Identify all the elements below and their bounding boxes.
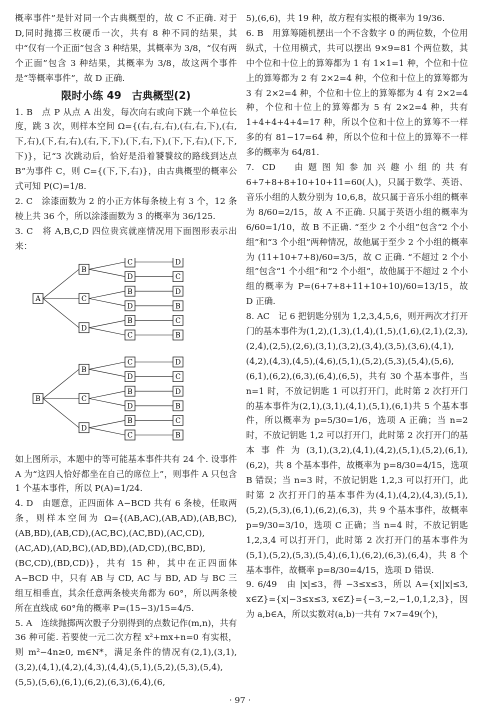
right-column (246, 12, 468, 623)
tree-branch (89, 420, 125, 427)
tree-level4-node-label: C (175, 316, 181, 325)
tree-level4-node (173, 430, 183, 440)
tree-branch (43, 269, 79, 298)
tree-level3-node (125, 400, 135, 410)
tree-level4-node-label: D (175, 358, 181, 367)
tree-level4-node (173, 330, 183, 340)
page-number: · 97 · (229, 696, 251, 706)
tree-branch (89, 327, 125, 334)
tree-level3-node (125, 286, 135, 296)
answer-4: 4. D 由题意，正四面体 A−BCD 共有 6 条棱，任取两条，则样本空间为 Ω={(AB,AC),(AB,AD),(AB,BC),(AB,BD),(AB,CD),(AC,BC),(AC,BD),(AC,CD),(AC,AD),(AD,BC),(AD,BD),(AD,CD),(BC,BD),(BC,CD),(BD,CD)}，共有 15 种，其中在正四面体 A−BCD 中，只有 AB 与 CD, AC 与 BD, AD 与 BC 三组互相垂直，其余任意两条棱夹角都为 60°，所以两条棱所在直线成 60°角的概率 P=(15−3)/15=4/5. (15, 499, 237, 614)
tree-level2-node (79, 293, 89, 303)
tree-level2-node (79, 264, 89, 274)
tree-level3-node-label: D (127, 272, 133, 281)
tree-level2-node-label: C (81, 394, 87, 403)
tree-level4-node (173, 415, 183, 425)
tree-level2-node-label: B (81, 265, 87, 274)
tree-level4-node (173, 258, 183, 267)
tree-level4-node-label: B (175, 431, 181, 440)
tree-level2-node-label: B (81, 365, 87, 374)
answer-7: 7. CD 由题图知参加兴趣小组的共有 6+7+8+8+10+10+11=60(人)，只属于数学、英语、音乐小组的人数分别为 10,6,8，故只属于音乐小组的概率为 8/60=2/15，故 A 不正确. 只属于英语小组的概率为 6/60=1/10，故 B 不正确. “至少 2 个小组”包含“2 个小组”和“3 个小组”两种情况，故他属于至少 2 个小组的概率为 (11+10+7+8)/60=3/5，故 C 正确. “不超过 2 个小组”包含“1 个小组”和“2 个小组”，故他属于不超过 2 个小组的概率为 P=(6+7+8+11+10+10)/60=13/15，故 D 正确. (246, 163, 468, 308)
seating-tree-diagram (27, 258, 227, 450)
answer-3-conclusion: 如上图所示，本题中的等可能基本事件共有 24 个. 设事件 A 为“这四人恰好都坐在自己的席位上”，则事件 A 只包含 1 个基本事件，所以 P(A)=1/24. (15, 454, 237, 495)
tree-level3-node (125, 271, 135, 281)
tree-level4-node-label: B (175, 331, 181, 340)
tree-branch (43, 298, 79, 327)
tree-level3-node (125, 300, 135, 310)
paragraph-continued: 概率事件”是针对同一个古典概型的，故 C 不正确. 对于 D,同时抛掷三枚硬币一次，共有 8 种不同的结果，其中“仅有一个正面”包含 3 种结果，其概率为 3/8，“仅有两个正面”包含 3 种结果，其概率为 3/8，故这两个事件是“等概率事件”，故 D 正确. (15, 14, 237, 84)
section-title: 限时小练 49 古典概型(2) (61, 89, 191, 102)
tree-level2-node-label: C (81, 294, 87, 303)
tree-level4-node (173, 357, 183, 367)
tree-level4-node-label: D (175, 387, 181, 396)
tree-level4-node-label: D (175, 287, 181, 296)
tree-root-node (33, 393, 43, 403)
answer-8: 8. AC 记 6 把钥匙分别为 1,2,3,4,5,6，则开两次才打开门的基本事件为(1,2),(1,3),(1,4),(1,5),(1,6),(2,1),(2,3),(2,4),(2,5),(2,6),(3,1),(3,2),(3,4),(3,5),(3,6),(4,1),(4,2),(4,3),(4,5),(4,6),(5,1),(5,2),(5,3),(5,4),(5,6),(6,1),(6,2),(6,3),(6,4),(6,5)，共有 30 个基本事件，当 n=1 时，不放记钥匙 1 可以打开门，此时第 2 次打开门的基本事件为(2,1),(3,1),(4,1),(5,1),(6,1)共 5 个基本事件，所以概率为 p=5/30=1/6，选项 A 正确；当 n=2 时，不放记钥匙 1,2 可以打开门，此时第 2 次打开门的基本事件为(3,1),(3,2),(4,1),(4,2),(5,1),(5,2),(6,1),(6,2)，共 8 个基本事件，故概率为 p=8/30=4/15，选项 B 错误；当 n=3 时，不放记钥匙 1,2,3 可以打开门，此时第 2 次打开门的基本事件为(4,1),(4,2),(4,3),(5,1),(5,2),(5,3),(6,1),(6,2),(6,3)，共 9 个基本事件，故概率 p=9/30=3/10，选项 C 正确；当 n=4 时，不放记钥匙 1,2,3,4 可以打开门，此时第 2 次打开门的基本事件为(5,1),(5,2),(5,3),(5,4),(6,1),(6,2),(6,3),(6,4)，共 8 个基本事件，故概率 p=8/30=4/15，选项 D 错误. (246, 312, 468, 576)
tree-branch (89, 391, 125, 398)
tree-level3-node (125, 330, 135, 340)
tree-level3-node-label: D (127, 401, 133, 410)
answer-6: 6. B 用算筹随机摆出一个不含数字 0 的两位数，个位用纵式，十位用横式，共可以摆出 9×9=81 个两位数，其中个位和十位上的算筹都为 1 有 1×1=1 种，个位和十位上的算筹都为 2 有 2×2=4 种，个位和十位上的算筹都为 3 有 2×2=4 种，个位和十位上的算筹都为 4 有 2×2=4 种，个位和十位上的算筹都为 5 有 2×2=4 种，共有 1+4+4+4+4=17 种，所以个位和十位上的算筹不一样多的有 81−17=64 种，所以个位和十位上的算筹不一样多的概率为 64/81. (246, 28, 468, 159)
tree-branch (89, 320, 125, 327)
tree-level3-node (125, 386, 135, 396)
tree-level2-node (79, 364, 89, 374)
answer-1: 1. B 点 P 从点 A 出发，每次向右或向下跳一个单位长度，跳 3 次，则样本空间 Ω={(右,右,右),(右,右,下),(右,下,右),(下,右,右),(右,下,下),(下,右,下),(下,下,右),(下,下,下)}，记“3 次跳动后，恰好是沿着饕餮纹的路线到达点 B”为事件 C，则 C={(下,下,右)}，由古典概型的概率公式可知 P(C)=1/8. (15, 107, 237, 193)
answer-2: 2. C 涂漆面数为 2 的小正方体每条棱上有 3 个，12 条棱上共 36 个，所以涂漆面数为 3 的概率为 36/125. (15, 196, 237, 222)
tree-root-node (33, 293, 43, 303)
tree-branch (89, 427, 125, 434)
tree-root-node-label: B (35, 394, 41, 403)
tree-branch (89, 269, 125, 276)
tree-branch (89, 398, 125, 405)
tree-level3-node (125, 357, 135, 367)
tree-branch (89, 369, 125, 376)
tree-level3-node (125, 371, 135, 381)
tree-branch (89, 362, 125, 369)
tree-level4-node (173, 315, 183, 325)
tree-level3-node (125, 315, 135, 325)
tree-level3-node-label: D (127, 372, 133, 381)
tree-level3-node-label: C (127, 358, 133, 367)
tree-level4-node (173, 400, 183, 410)
tree-root-node-label: A (35, 294, 41, 303)
tree-level3-node-label: C (127, 431, 133, 440)
tree-branch (89, 291, 125, 298)
tree-level4-node-label: D (175, 258, 181, 267)
tree-level2-node-label: D (81, 323, 87, 332)
tree-level2-node-label: D (81, 423, 87, 432)
tree-level2-node (79, 422, 89, 432)
tree-level4-node-label: B (175, 301, 181, 310)
tree-level4-node (173, 300, 183, 310)
tree-level4-node (173, 371, 183, 381)
tree-level4-node-label: C (175, 416, 181, 425)
tree-level3-node-label: B (127, 316, 133, 325)
answer-5: 5. A 连续抛掷两次骰子分别得到的点数记作(m,n)，共有 36 种可能. 若要使一元二次方程 x²+mx+n=0 有实根，则 m²−4n≥0, m∈N*，满足条件的情况有(2,1),(3,1),(3,2),(4,1),(4,2),(4,3),(4,4),(5,1),(5,2),(5,3),(5,4),(5,5),(5,6),(6,1),(6,2),(6,3),(6,4),(6, (15, 618, 237, 689)
tree-level3-node (125, 430, 135, 440)
tree-level3-node-label: B (127, 387, 133, 396)
tree-branch (43, 398, 79, 427)
tree-level3-node-label: C (127, 258, 133, 267)
tree-level4-node (173, 286, 183, 296)
tree-level2-node (79, 322, 89, 332)
left-column (15, 12, 237, 691)
answer-3: 3. C 将 A,B,C,D 四位贵宾就座情况用下面图形表示出来： (15, 226, 237, 252)
tree-level4-node-label: C (175, 272, 181, 281)
tree-level4-node-label: C (175, 372, 181, 381)
tree-level4-node (173, 386, 183, 396)
tree-level3-node-label: B (127, 287, 133, 296)
tree-level4-node-label: B (175, 401, 181, 410)
tree-level3-node (125, 258, 135, 267)
tree-level2-node (79, 393, 89, 403)
tree-level3-node-label: D (127, 301, 133, 310)
tree-level3-node (125, 415, 135, 425)
tree-branch (43, 369, 79, 398)
tree-level3-node-label: C (127, 331, 133, 340)
tree-branch (89, 298, 125, 305)
tree-level4-node (173, 271, 183, 281)
answer-9: 9. 6/49 由 |x|≤3，得 −3≤x≤3，所以 A={x||x|≤3, x∈Z}={x|−3≤x≤3, x∈Z}={−3,−2,−1,0,1,2,3}，因为 a,b∈A，所以实数对(a,b)一共有 7×7=49(个)， (246, 580, 468, 621)
tree-level3-node-label: B (127, 416, 133, 425)
answer-5-continued: 5),(6,6)，共 19 种，故方程有实根的概率为 19/36. (246, 14, 445, 24)
tree-branch (89, 262, 125, 269)
